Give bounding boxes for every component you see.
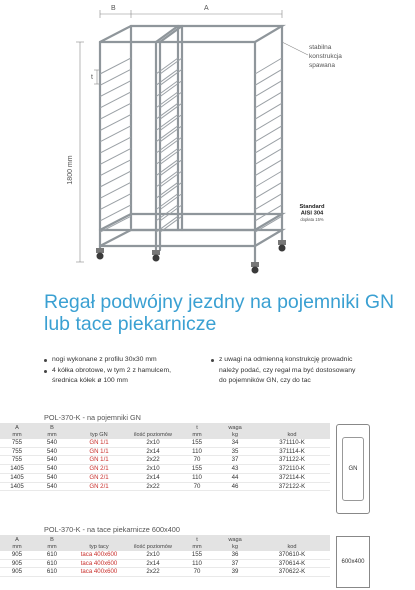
table-cell: 540 (34, 473, 70, 482)
table-cell: 372122-K (254, 482, 330, 491)
feature-bullet-continued: należy podać, czy regał ma być dostosowany (219, 366, 356, 374)
table-cell: 540 (34, 465, 70, 474)
table-cell: 37 (216, 559, 254, 568)
table-cell: 905 (0, 568, 34, 577)
table-row (0, 559, 330, 568)
table-cell: 540 (34, 439, 70, 447)
table-cell: GN 2/1 (70, 482, 128, 491)
table-cell: 371114-K (254, 447, 330, 456)
column-header: ilość poziomów (128, 423, 178, 439)
table-cell: 2x14 (128, 447, 178, 456)
table-cell: 39 (216, 568, 254, 577)
spec-table-tray (0, 535, 330, 577)
table-cell: 43 (216, 465, 254, 474)
table-cell: 610 (34, 559, 70, 568)
tray-box (336, 536, 370, 588)
table-cell: 110 (178, 559, 216, 568)
table-cell: 37 (216, 456, 254, 465)
table-header-row (0, 535, 330, 551)
table-cell: GN 2/1 (70, 473, 128, 482)
gn-pan-label: GN (342, 437, 364, 501)
table-row (0, 473, 330, 482)
table-cell: 610 (34, 568, 70, 577)
table-cell: 540 (34, 482, 70, 491)
table-cell: GN 1/1 (70, 456, 128, 465)
dim-height-label: 1800 mm (67, 155, 74, 185)
table-cell: 370610-K (254, 551, 330, 559)
dim-b-label: B (111, 5, 116, 12)
table-cell: 370622-K (254, 568, 330, 577)
gn-pan-box (336, 424, 370, 514)
table-cell: 540 (34, 456, 70, 465)
table-cell: 2x10 (128, 439, 178, 447)
table-cell: 155 (178, 439, 216, 447)
table-body (0, 439, 330, 491)
feature-bullet: z uwagi na odmienną konstrukcję prowadnic (211, 355, 391, 366)
table-cell: 2x22 (128, 482, 178, 491)
table-cell: 36 (216, 551, 254, 559)
table-cell: 70 (178, 568, 216, 577)
table-row (0, 482, 330, 491)
table-cell: GN 2/1 (70, 465, 128, 474)
aisi-badge (295, 202, 329, 222)
table-cell: 70 (178, 456, 216, 465)
table-cell: 371110-K (254, 439, 330, 447)
column-header: A mm (0, 423, 34, 439)
table-cell: 755 (0, 456, 34, 465)
title-line-2: lub tace piekarnicze (44, 313, 217, 335)
table-cell: 905 (0, 559, 34, 568)
column-header: B mm (34, 423, 70, 439)
table-cell: GN 1/1 (70, 439, 128, 447)
table-cell: 2x10 (128, 465, 178, 474)
feature-bullet-continued: średnica kółek ø 100 mm (52, 377, 128, 385)
table-cell: 540 (34, 447, 70, 456)
table-row (0, 439, 330, 447)
table-cell: 110 (178, 447, 216, 456)
table-cell: 755 (0, 439, 34, 447)
title-line-1: Regał podwójny jezdny na pojemniki GN (44, 291, 395, 313)
feature-bullet: 4 kółka obrotowe, w tym 2 z hamulcem, (44, 366, 214, 377)
table-cell: 2x14 (128, 473, 178, 482)
column-header: t mm (178, 423, 216, 439)
table-cell: 2x22 (128, 456, 178, 465)
column-header: B mm (34, 535, 70, 551)
table-cell: taca 400x600 (70, 559, 128, 568)
table-cell: 610 (34, 551, 70, 559)
table-cell: 155 (178, 465, 216, 474)
table-cell: 44 (216, 473, 254, 482)
section-tray-title: POL-370-K - na tace piekarnicze 600x400 (44, 525, 180, 534)
feature-bullet: nogi wykonane z profilu 30x30 mm (44, 355, 214, 366)
table-cell: 110 (178, 473, 216, 482)
column-header: kod (254, 535, 330, 551)
table-cell: 35 (216, 447, 254, 456)
table-row (0, 551, 330, 559)
table-cell: 370614-K (254, 559, 330, 568)
construction-note-line3: spawana (309, 62, 336, 69)
column-header: waga kg (216, 535, 254, 551)
feature-bullet-continued: do pojemników GN, czy do tac (219, 377, 311, 385)
table-cell: 1405 (0, 473, 34, 482)
svg-text:Standard: Standard (299, 204, 325, 210)
table-cell: 2x22 (128, 568, 178, 577)
column-header: waga kg (216, 423, 254, 439)
column-header: t mm (178, 535, 216, 551)
table-cell: 755 (0, 447, 34, 456)
column-header: typ GN (70, 423, 128, 439)
table-cell: 2x14 (128, 559, 178, 568)
table-cell: 155 (178, 551, 216, 559)
table-cell: 1405 (0, 465, 34, 474)
column-header: A mm (0, 535, 34, 551)
svg-text:dopłata 15%: dopłata 15% (300, 217, 324, 222)
table-row (0, 456, 330, 465)
table-body (0, 551, 330, 577)
construction-note-line2: konstrukcja (309, 53, 342, 60)
table-header-row (0, 423, 330, 439)
table-cell: 905 (0, 551, 34, 559)
column-header: ilość poziomów (128, 535, 178, 551)
table-row (0, 568, 330, 577)
column-header: kod (254, 423, 330, 439)
spec-table-gn (0, 423, 330, 491)
table-cell: taca 400x600 (70, 551, 128, 559)
table-cell: 2x10 (128, 551, 178, 559)
column-header: typ tacy (70, 535, 128, 551)
section-gn-title: POL-370-K - na pojemniki GN (44, 413, 141, 422)
page-title (44, 291, 404, 335)
table-cell: 372114-K (254, 473, 330, 482)
dim-a-label: A (204, 5, 209, 12)
svg-text:AISI 304: AISI 304 (300, 210, 324, 217)
dim-t-label: t (91, 74, 93, 81)
rack-illustration (0, 0, 415, 285)
table-cell: 46 (216, 482, 254, 491)
table-cell: GN 1/1 (70, 447, 128, 456)
table-row (0, 447, 330, 456)
table-cell: 34 (216, 439, 254, 447)
table-cell: 1405 (0, 482, 34, 491)
tray-label: 600x400 (341, 559, 365, 565)
table-row (0, 465, 330, 474)
rack-frame (100, 26, 282, 262)
features-left (44, 355, 214, 387)
table-cell: taca 400x600 (70, 568, 128, 577)
table-cell: 372110-K (254, 465, 330, 474)
table-cell: 371122-K (254, 456, 330, 465)
table-cell: 70 (178, 482, 216, 491)
construction-note-line1: stabilna (309, 44, 332, 51)
features-right (211, 355, 391, 387)
